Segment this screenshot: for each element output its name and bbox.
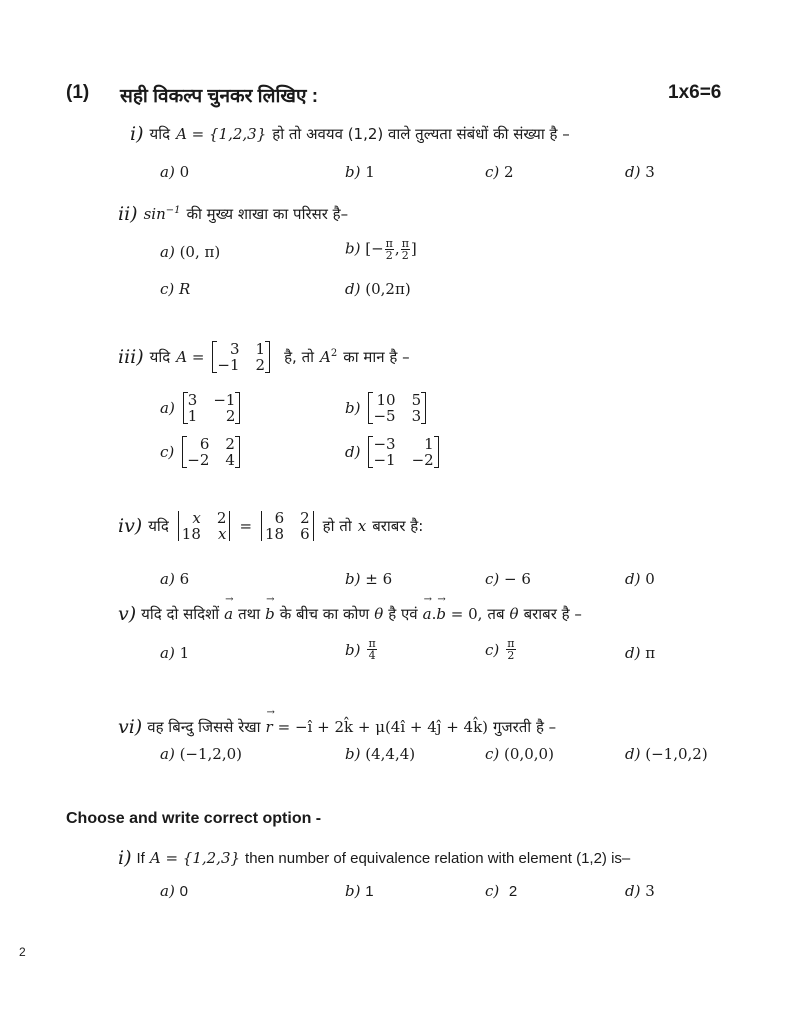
option-d[interactable] <box>345 436 441 468</box>
matrix-cell: 5 <box>411 391 422 409</box>
option-value: 1 <box>365 883 374 900</box>
option-label: c) <box>485 882 500 900</box>
option-a[interactable] <box>160 163 189 181</box>
option-value: 3 <box>645 882 655 900</box>
math-expression: A = {1,2,3} <box>149 849 241 867</box>
matrix <box>183 392 241 424</box>
option-label: a) <box>160 745 175 763</box>
matrix-cell: 3 <box>187 391 198 409</box>
option-a[interactable] <box>160 745 242 763</box>
option-label: a) <box>160 243 175 261</box>
question-number: iii) <box>118 346 144 368</box>
option-label: a) <box>160 882 175 900</box>
matrix <box>368 392 426 424</box>
option-label: b) <box>345 163 361 181</box>
matrix-cell: −2 <box>411 451 434 469</box>
option-label: c) <box>485 570 500 588</box>
question-text: हो तो <box>322 517 352 535</box>
matrix-cell: 2 <box>216 509 227 527</box>
option-label: d) <box>625 570 641 588</box>
matrix <box>182 436 240 468</box>
matrix-cell: −5 <box>373 407 396 425</box>
matrix-cell: x <box>192 509 201 527</box>
option-label: b) <box>345 640 361 659</box>
section-number: (1) <box>66 82 90 103</box>
option-c[interactable] <box>485 882 517 900</box>
option-d[interactable] <box>345 280 411 298</box>
question-text: यदि <box>148 517 169 535</box>
question-text: वह बिन्दु जिससे रेखा <box>147 718 261 736</box>
fraction-numerator: π <box>507 637 515 650</box>
option-value: (−1,2,0) <box>179 745 243 763</box>
question-number: v) <box>118 603 137 625</box>
question-text: यदि <box>149 348 171 366</box>
fraction <box>367 638 376 661</box>
matrix-cell: 6 <box>300 525 310 543</box>
fraction-numerator: π <box>385 237 393 250</box>
matrix-cell: −3 <box>373 435 396 453</box>
option-label: b) <box>345 882 361 900</box>
option-a[interactable] <box>160 644 189 662</box>
matrix <box>212 341 270 373</box>
option-c[interactable] <box>160 436 242 468</box>
option-c[interactable] <box>160 280 190 298</box>
matrix <box>368 436 438 468</box>
option-a[interactable] <box>160 392 242 424</box>
option-value: 3 <box>645 163 655 181</box>
math-expression <box>320 348 337 366</box>
option-d[interactable] <box>625 644 655 662</box>
option-b[interactable] <box>345 745 415 763</box>
question-text: का मान है – <box>343 348 410 366</box>
question-text: यदि <box>149 125 171 143</box>
option-value: 2 <box>504 163 514 181</box>
question-text: then number of equivalence relation with element (1,2) is– <box>245 849 631 867</box>
option-value: 0 <box>645 570 655 588</box>
vector-r: r → <box>265 718 272 736</box>
matrix-cell: −1 <box>373 451 396 469</box>
option-value: (0,0,0) <box>504 745 554 763</box>
vector-a: a → <box>224 605 233 623</box>
option-label: d) <box>625 745 641 763</box>
section-title: सही विकल्प चुनकर लिखिए : <box>120 86 319 107</box>
option-a[interactable] <box>160 570 189 588</box>
option-label: b) <box>345 239 361 258</box>
theta-symbol: θ <box>374 605 384 623</box>
matrix-cell: −2 <box>187 451 210 469</box>
option-label: d) <box>625 882 641 900</box>
dot-result: = 0, <box>450 605 483 623</box>
matrix-cell: −1 <box>217 356 240 374</box>
option-label: a) <box>160 163 175 181</box>
dot-product <box>423 605 483 623</box>
option-value: − 6 <box>504 570 531 588</box>
option-value: 1 <box>365 163 375 181</box>
matrix-cell: −1 <box>213 391 236 409</box>
question-number: vi) <box>118 716 143 738</box>
matrix-cell: 10 <box>376 391 396 409</box>
matrix-cell: 2 <box>225 407 236 425</box>
option-c[interactable] <box>485 570 531 588</box>
matrix-cell: 3 <box>229 340 240 358</box>
fraction-denominator: 2 <box>401 249 409 262</box>
math-expression: = −î + 2k̂ + μ(4î + 4ĵ + 4k̂) <box>277 718 489 736</box>
option-d[interactable] <box>625 882 655 900</box>
option-c[interactable] <box>485 745 554 763</box>
option-value: 0 <box>179 163 190 181</box>
question-text: तब <box>487 605 505 623</box>
matrix-cell: 1 <box>187 407 198 425</box>
matrix-cell: 6 <box>274 509 285 527</box>
matrix-cell: 2 <box>255 356 266 374</box>
option-c[interactable] <box>485 638 517 661</box>
option-d[interactable] <box>625 570 655 588</box>
determinant <box>260 510 315 542</box>
separator: , <box>394 239 400 258</box>
option-b[interactable] <box>345 570 392 588</box>
option-label: a) <box>160 399 175 417</box>
option-label: d) <box>345 443 361 461</box>
theta-symbol: θ <box>509 605 519 623</box>
option-a[interactable] <box>160 882 188 900</box>
fraction <box>506 638 515 661</box>
question-number: ii) <box>118 203 138 225</box>
option-value: π <box>645 644 656 662</box>
option-value: (−1,0,2) <box>645 745 708 763</box>
matrix-cell: 18 <box>181 525 201 543</box>
vector-b: b → <box>265 605 275 623</box>
option-value: 0 <box>179 883 188 900</box>
question-number: iv) <box>118 515 143 537</box>
fraction-numerator: π <box>401 237 409 250</box>
determinant <box>177 510 232 542</box>
fraction-denominator: 4 <box>368 649 376 662</box>
question-text: है एवं <box>388 605 418 623</box>
english-question-1 <box>118 847 630 869</box>
option-label: b) <box>345 399 361 417</box>
math-variable: x <box>357 517 367 535</box>
option-label: b) <box>345 745 361 763</box>
option-label: c) <box>160 280 175 298</box>
question-1 <box>130 123 570 145</box>
option-d[interactable] <box>625 745 708 763</box>
option-value: 2 <box>508 883 518 900</box>
english-section-heading: Choose and write correct option - <box>66 810 322 827</box>
question-number: i) <box>118 847 132 869</box>
question-text: तथा <box>238 605 261 623</box>
option-label: d) <box>625 644 641 662</box>
option-value: R <box>179 280 191 298</box>
option-value: (0,2π) <box>365 280 411 298</box>
math-expression <box>144 205 181 223</box>
math-expression: A = <box>176 348 205 366</box>
question-text: है, तो <box>284 348 314 366</box>
matrix-cell: 3 <box>411 407 422 425</box>
option-value-suffix: ] <box>410 239 417 258</box>
matrix-cell: 18 <box>265 525 285 543</box>
option-label: a) <box>160 644 175 662</box>
equals-sign: = <box>239 517 253 535</box>
option-label: d) <box>625 163 641 181</box>
option-label: c) <box>485 640 500 659</box>
question-2 <box>118 203 348 225</box>
option-label: b) <box>345 570 361 588</box>
matrix-cell: 4 <box>225 451 235 469</box>
option-label: c) <box>485 163 500 181</box>
question-text: की मुख्य शाखा का परिसर है– <box>186 205 349 223</box>
option-value: (0, π) <box>179 243 221 261</box>
option-label: a) <box>160 570 175 588</box>
question-text: हो तो अवयव (1,2) वाले तुल्यता संबंधों की संख्या है – <box>272 125 570 143</box>
option-value: 6 <box>179 570 190 588</box>
question-3 <box>118 341 410 373</box>
option-value: ± 6 <box>365 570 393 588</box>
fraction <box>385 238 394 261</box>
option-label: d) <box>345 280 361 298</box>
option-label: c) <box>485 745 500 763</box>
option-value: (4,4,4) <box>365 745 416 763</box>
math-expression: A = {1,2,3} <box>176 125 267 143</box>
question-5 <box>118 603 582 625</box>
math-superscript: −1 <box>165 205 181 216</box>
matrix-cell: 1 <box>424 435 434 453</box>
question-text: If <box>136 849 145 867</box>
question-text: बराबर है – <box>523 605 582 623</box>
option-value: 1 <box>179 644 190 662</box>
vector-a: a → <box>423 605 432 623</box>
fraction-numerator: π <box>368 637 376 650</box>
matrix-cell: 2 <box>225 435 235 453</box>
fraction <box>401 238 410 261</box>
question-text: यदि दो सदिशों <box>141 605 220 623</box>
math-base: A <box>320 348 331 366</box>
option-c[interactable] <box>485 163 514 181</box>
option-b[interactable] <box>345 163 375 181</box>
option-b[interactable] <box>345 638 378 661</box>
matrix-cell: 1 <box>255 340 266 358</box>
option-b[interactable] <box>345 238 417 261</box>
question-6 <box>118 716 556 738</box>
option-label: c) <box>160 443 175 461</box>
question-text: के बीच का कोण <box>279 605 370 623</box>
question-text: गुजरती है – <box>493 718 557 736</box>
math-superscript: 2 <box>330 348 338 359</box>
question-number: i) <box>130 123 144 145</box>
question-4 <box>118 510 423 542</box>
page-number: 2 <box>19 945 26 959</box>
dot-operator: . <box>431 605 437 623</box>
matrix-cell: 2 <box>300 509 310 527</box>
option-b[interactable] <box>345 392 428 424</box>
question-text: बराबर है: <box>372 517 424 535</box>
option-d[interactable] <box>625 163 655 181</box>
fraction-denominator: 2 <box>507 649 515 662</box>
math-base: sin <box>143 205 166 223</box>
section-marks: 1x6=6 <box>668 82 722 103</box>
option-value-prefix: [− <box>365 239 384 258</box>
matrix-cell: 6 <box>199 435 210 453</box>
matrix-cell: x <box>217 525 227 543</box>
option-a[interactable] <box>160 243 220 261</box>
fraction-denominator: 2 <box>385 249 393 262</box>
option-b[interactable] <box>345 882 374 900</box>
vector-b: b → <box>436 605 446 623</box>
